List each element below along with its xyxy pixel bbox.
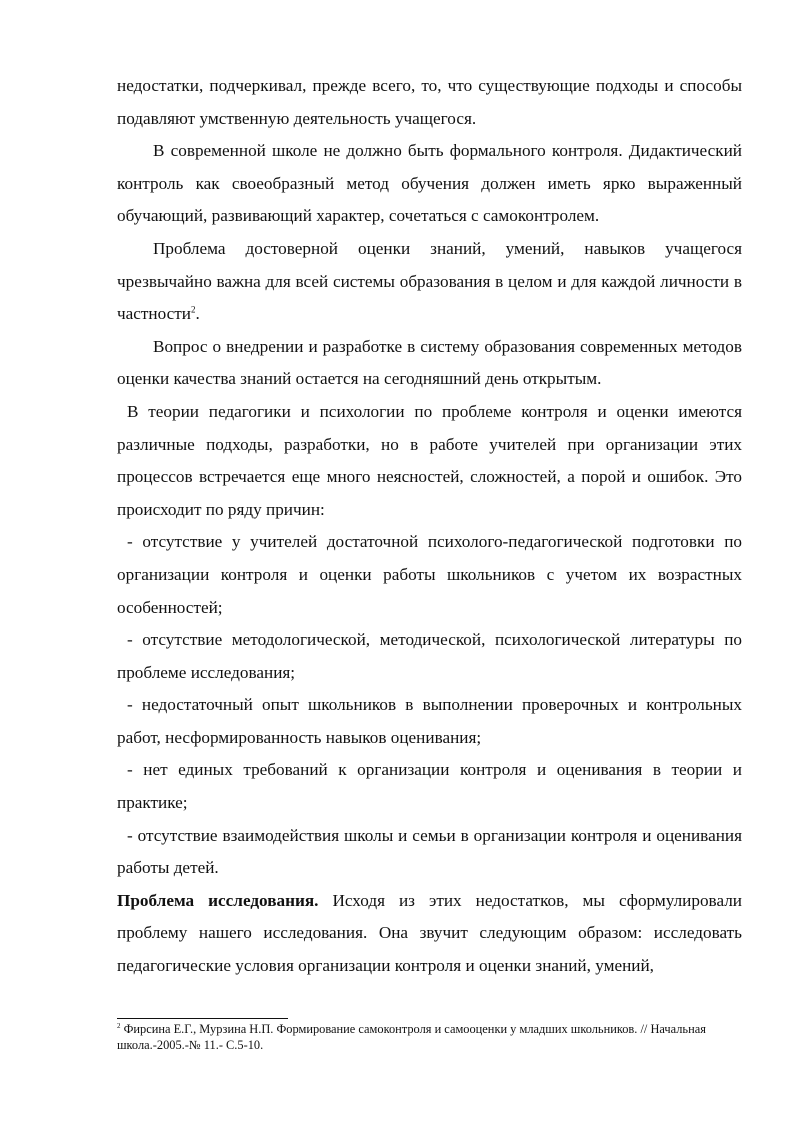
paragraph-continuation: недостатки, подчеркивал, прежде всего, то, что существующие подходы и способы подавляют умственную деятельность учащегося.	[117, 76, 742, 128]
list-item: - отсутствие у учителей достаточной психолого-педагогической подготовки по организации контроля и оценки работы школьников с учетом их возрастных особенностей;	[117, 532, 742, 617]
paragraph-assessment-problem	[117, 233, 742, 331]
list-item: - нет единых требований к организации контроля и оценивания в теории и практике;	[117, 760, 742, 813]
paragraph-theory: В теории педагогики и психологии по проблеме контроля и оценки имеются различные подходы, разработки, но в работе учителей при организации этих процессов встречается еще много неясностей, сложностей, а порой и ошибок. Это происходит по ряду причин:	[117, 401, 742, 519]
paragraph-tail: .	[195, 304, 200, 324]
list-item: - отсутствие взаимодействия школы и семьи в организации контроля и оценивания работы детей.	[117, 825, 742, 878]
paragraph-text: Проблема достоверной оценки знаний, умений, навыков учащегося чрезвычайно важна для всей системы образования в целом и для каждой личности в частности	[117, 238, 742, 324]
paragraph-implementation: Вопрос о внедрении и разработке в систему образования современных методов оценки качества знаний остается на сегодняшний день открытым.	[117, 336, 742, 389]
footnote-number: 2	[117, 1021, 121, 1030]
footnote-separator	[117, 1018, 288, 1019]
paragraph-formal-control: В современной школе не должно быть формального контроля. Дидактический контроль как своеобразный метод обучения должен иметь ярко выраженный обучающий, развивающий характер, сочетаться с самоконтролем.	[117, 141, 742, 226]
research-problem-label: Проблема исследования.	[117, 890, 319, 910]
paragraph-research-problem	[117, 885, 742, 983]
research-problem-text: Исходя из этих недостатков, мы сформулировали проблему нашего исследования. Она звучит следующим образом: исследовать педагогические условия организации контроля и оценки знаний, умений,	[117, 890, 742, 976]
list-item: - отсутствие методологической, методической, психологической литературы по проблеме исследования;	[117, 630, 742, 682]
footnote-text: Фирсина Е.Г., Мурзина Н.П. Формирование самоконтроля и самооценки у младших школьников. // Начальная школа.-2005.-№ 11.- С.5-10.	[117, 1022, 706, 1052]
footnote	[117, 1022, 742, 1053]
footnote-reference[interactable]: 2	[190, 304, 196, 315]
body-text	[117, 70, 742, 983]
list-item: - недостаточный опыт школьников в выполнении проверочных и контрольных работ, несформированность навыков оценивания;	[117, 695, 742, 747]
